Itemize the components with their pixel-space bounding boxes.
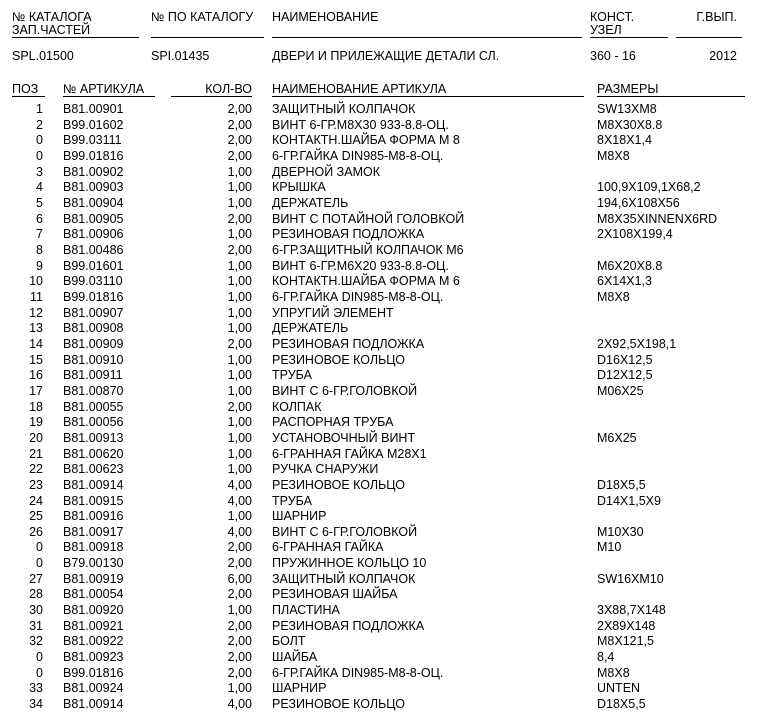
qty-cell: 1,00 <box>227 383 252 398</box>
part-name-cell: 6-ГРАННАЯ ГАЙКА M28X1 <box>272 446 427 461</box>
part-name-cell: РЕЗИНОВАЯ ШАЙБА <box>272 587 398 602</box>
part-name-cell: РЕЗИНОВАЯ ПОДЛОЖКА <box>272 336 425 351</box>
konst-label-line1: КОНСТ. <box>590 10 635 24</box>
part-name-cell: ПРУЖИННОЕ КОЛЬЦО 10 <box>272 556 427 571</box>
part-name-cell: ЗАЩИТНЫЙ КОЛПАЧОК <box>272 102 416 116</box>
poz-cell: 11 <box>30 289 43 304</box>
part-name-cell: ШАРНИР <box>272 681 327 696</box>
article-cell: B81.00918 <box>63 540 124 555</box>
qty-cell: 1,00 <box>227 352 252 367</box>
poz-cell: 10 <box>29 274 43 289</box>
poz-cell: 23 <box>29 477 43 492</box>
qty-cell: 2,00 <box>227 587 252 602</box>
table-row <box>0 212 757 228</box>
table-row <box>0 368 757 384</box>
qty-cell: 1,00 <box>227 462 252 477</box>
part-name-cell: ДВЕРНОЙ ЗАМОК <box>272 164 380 179</box>
col-rule-name <box>272 96 584 97</box>
table-row <box>0 619 757 635</box>
table-row <box>0 259 757 275</box>
article-cell: B81.00916 <box>63 509 124 524</box>
article-cell: B81.00914 <box>63 697 124 712</box>
qty-cell: 2,00 <box>227 211 252 226</box>
part-name-cell: ЗАЩИТНЫЙ КОЛПАЧОК <box>272 571 416 586</box>
poz-cell: 14 <box>29 336 43 351</box>
poz-cell: 8 <box>36 242 43 257</box>
qty-cell: 2,00 <box>227 665 252 680</box>
qty-cell: 1,00 <box>227 321 252 336</box>
poz-cell: 34 <box>29 697 43 712</box>
poz-cell: 25 <box>29 509 43 524</box>
poz-cell: 12 <box>29 305 43 320</box>
size-cell: UNTEN <box>597 681 641 696</box>
article-cell: B99.01816 <box>63 148 124 163</box>
part-name-cell: 6-ГР.ГАЙКА DIN985-M8-8-ОЦ. <box>272 148 444 163</box>
poz-cell: 33 <box>29 681 43 696</box>
table-row <box>0 400 757 416</box>
article-cell: B81.00920 <box>63 603 124 618</box>
catalog-no-label: № ПО КАТАЛОГУ <box>151 10 254 24</box>
part-name-cell: 6-ГРАННАЯ ГАЙКА <box>272 540 384 555</box>
assembly-name-value: ДВЕРИ И ПРИЛЕЖАЩИЕ ДЕТАЛИ СЛ. <box>272 49 500 63</box>
qty-cell: 2,00 <box>227 117 252 132</box>
poz-cell: 0 <box>36 556 43 571</box>
article-cell: B81.00903 <box>63 180 124 195</box>
article-cell: B81.00905 <box>63 211 124 226</box>
part-name-cell: ДЕРЖАТЕЛЬ <box>272 195 349 210</box>
size-cell: D18X5,5 <box>597 697 646 712</box>
size-cell: M06X25 <box>597 383 644 398</box>
size-cell: 100,9X109,1X68,2 <box>597 180 701 195</box>
part-name-cell: КОНТАКТН.ШАЙБА ФОРМА М 6 <box>272 274 460 289</box>
table-row <box>0 274 757 290</box>
table-row <box>0 509 757 525</box>
article-cell: B81.00907 <box>63 305 124 320</box>
part-name-cell: РУЧКА СНАРУЖИ <box>272 462 379 477</box>
article-cell: B81.00924 <box>63 681 124 696</box>
part-name-cell: ПЛАСТИНА <box>272 603 340 618</box>
poz-cell: 1 <box>36 102 43 116</box>
table-row <box>0 650 757 666</box>
table-row <box>0 180 757 196</box>
header-rule-konst <box>590 37 668 38</box>
catalog-no-value: SPI.01435 <box>151 49 210 63</box>
table-row <box>0 290 757 306</box>
table-row <box>0 478 757 494</box>
table-row <box>0 353 757 369</box>
table-row <box>0 118 757 134</box>
qty-cell: 6,00 <box>227 571 252 586</box>
size-cell: SW13XM8 <box>597 102 657 116</box>
table-row <box>0 321 757 337</box>
size-cell: M10X30 <box>597 524 644 539</box>
size-cell: M8X30X8.8 <box>597 117 663 132</box>
size-cell: D14X1,5X9 <box>597 493 661 508</box>
article-cell: B81.00870 <box>63 383 124 398</box>
qty-cell: 2,00 <box>227 634 252 649</box>
article-cell: B81.00054 <box>63 587 124 602</box>
size-cell: M8X8 <box>597 289 630 304</box>
poz-cell: 18 <box>29 399 43 414</box>
table-row <box>0 556 757 572</box>
poz-cell: 2 <box>36 117 43 132</box>
qty-cell: 2,00 <box>227 148 252 163</box>
qty-cell: 1,00 <box>227 227 252 242</box>
qty-cell: 1,00 <box>227 274 252 289</box>
qty-cell: 1,00 <box>227 430 252 445</box>
qty-cell: 1,00 <box>227 195 252 210</box>
table-row <box>0 587 757 603</box>
poz-cell: 22 <box>29 462 43 477</box>
part-name-cell: ВИНТ С 6-ГР.ГОЛОВКОЙ <box>272 524 418 539</box>
part-name-cell: УСТАНОВОЧНЫЙ ВИНТ <box>272 430 416 445</box>
size-cell: M6X25 <box>597 430 637 445</box>
qty-cell: 2,00 <box>227 540 252 555</box>
table-row <box>0 494 757 510</box>
part-name-cell: 6-ГР.ГАЙКА DIN985-M8-8-ОЦ. <box>272 289 444 304</box>
table-row <box>0 603 757 619</box>
qty-cell: 4,00 <box>227 493 252 508</box>
size-cell: M10 <box>597 540 622 555</box>
part-name-cell: ВИНТ 6-ГР.M8X30 933-8.8-ОЦ. <box>272 117 449 132</box>
part-name-cell: 6-ГР.ГАЙКА DIN985-M8-8-ОЦ. <box>272 665 444 680</box>
article-cell: B81.00910 <box>63 352 124 367</box>
article-cell: B81.00620 <box>63 446 124 461</box>
qty-cell: 1,00 <box>227 368 252 383</box>
article-cell: B99.03111 <box>63 133 122 148</box>
table-row <box>0 306 757 322</box>
poz-cell: 32 <box>29 634 43 649</box>
qty-cell: 2,00 <box>227 242 252 257</box>
col-name-header: НАИМЕНОВАНИЕ АРТИКУЛА <box>272 82 447 96</box>
qty-cell: 2,00 <box>227 556 252 571</box>
qty-cell: 1,00 <box>227 446 252 461</box>
poz-cell: 17 <box>29 383 43 398</box>
col-rule-poz <box>12 96 45 97</box>
table-row <box>0 243 757 259</box>
poz-cell: 27 <box>29 571 43 586</box>
catalog-label-line1: № КАТАЛОГА <box>12 10 92 24</box>
qty-cell: 2,00 <box>227 618 252 633</box>
qty-cell: 2,00 <box>227 650 252 665</box>
table-row <box>0 447 757 463</box>
part-name-cell: ТРУБА <box>272 368 312 383</box>
article-cell: B99.01601 <box>63 258 124 273</box>
col-article-header: № АРТИКУЛА <box>63 82 145 96</box>
part-name-cell: ШАЙБА <box>272 650 318 665</box>
article-cell: B81.00906 <box>63 227 124 242</box>
part-name-cell: ТРУБА <box>272 493 312 508</box>
poz-cell: 0 <box>36 133 43 148</box>
qty-cell: 4,00 <box>227 524 252 539</box>
poz-cell: 20 <box>29 430 43 445</box>
article-cell: B81.00904 <box>63 195 124 210</box>
article-cell: B99.01602 <box>63 117 124 132</box>
part-name-cell: КОЛПАК <box>272 399 322 414</box>
poz-cell: 15 <box>29 352 43 367</box>
catalog-label-line2: ЗАП.ЧАСТЕЙ <box>12 23 91 37</box>
size-cell: 8,4 <box>597 650 615 665</box>
part-name-cell: УПРУГИЙ ЭЛЕМЕНТ <box>272 305 394 320</box>
article-cell: B81.00901 <box>63 102 124 116</box>
article-cell: B81.00908 <box>63 321 124 336</box>
size-cell: 2X108X199,4 <box>597 227 673 242</box>
article-cell: B81.00919 <box>63 571 124 586</box>
part-name-cell: ДЕРЖАТЕЛЬ <box>272 321 349 336</box>
name-label: НАИМЕНОВАНИЕ <box>272 10 379 24</box>
poz-cell: 21 <box>29 446 43 461</box>
size-cell: D12X12,5 <box>597 368 653 383</box>
konst-value: 360 - 16 <box>590 49 636 63</box>
part-name-cell: РЕЗИНОВОЕ КОЛЬЦО <box>272 477 405 492</box>
poz-cell: 0 <box>36 540 43 555</box>
article-cell: B99.01816 <box>63 289 124 304</box>
qty-cell: 1,00 <box>227 509 252 524</box>
part-name-cell: ВИНТ 6-ГР.M6X20 933-8.8-ОЦ. <box>272 258 449 273</box>
size-cell: M8X35XINNENX6RD <box>597 211 718 226</box>
qty-cell: 1,00 <box>227 289 252 304</box>
table-row <box>0 227 757 243</box>
header-rule-year <box>676 37 742 38</box>
article-cell: B81.00923 <box>63 650 124 665</box>
table-row <box>0 415 757 431</box>
poz-cell: 28 <box>29 587 43 602</box>
article-cell: B81.00922 <box>63 634 124 649</box>
poz-cell: 6 <box>36 211 43 226</box>
qty-cell: 1,00 <box>227 603 252 618</box>
table-row <box>0 196 757 212</box>
article-cell: B81.00055 <box>63 399 124 414</box>
qty-cell: 4,00 <box>227 697 252 712</box>
article-cell: B81.00913 <box>63 430 124 445</box>
col-rule-article <box>63 96 155 97</box>
part-name-cell: 6-ГР.ЗАЩИТНЫЙ КОЛПАЧОК М6 <box>272 242 464 257</box>
qty-cell: 2,00 <box>227 102 252 116</box>
table-row <box>0 384 757 400</box>
table-row <box>0 540 757 556</box>
table-row <box>0 337 757 353</box>
part-name-cell: ШАРНИР <box>272 509 327 524</box>
poz-cell: 16 <box>29 368 43 383</box>
poz-cell: 31 <box>29 618 43 633</box>
table-row <box>0 431 757 447</box>
qty-cell: 1,00 <box>227 180 252 195</box>
konst-label-line2: УЗЕЛ <box>590 23 622 37</box>
qty-cell: 1,00 <box>227 681 252 696</box>
col-rule-size <box>597 96 745 97</box>
size-cell: D16X12,5 <box>597 352 653 367</box>
size-cell: M8X8 <box>597 665 630 680</box>
table-row <box>0 462 757 478</box>
table-row <box>0 681 757 697</box>
article-cell: B81.00921 <box>63 618 124 633</box>
table-row <box>0 525 757 541</box>
table-row <box>0 149 757 165</box>
poz-cell: 26 <box>29 524 43 539</box>
size-cell: D18X5,5 <box>597 477 646 492</box>
size-cell: 8X18X1,4 <box>597 133 652 148</box>
header-rule-name <box>272 37 582 38</box>
size-cell: 6X14X1,3 <box>597 274 652 289</box>
part-name-cell: БОЛТ <box>272 634 306 649</box>
part-name-cell: РЕЗИНОВОЕ КОЛЬЦО <box>272 352 405 367</box>
size-cell: 2X92,5X198,1 <box>597 336 677 351</box>
part-name-cell: РАСПОРНАЯ ТРУБА <box>272 415 394 430</box>
article-cell: B79.00130 <box>63 556 124 571</box>
article-cell: B99.01816 <box>63 665 124 680</box>
article-cell: B81.00902 <box>63 164 124 179</box>
part-name-cell: РЕЗИНОВОЕ КОЛЬЦО <box>272 697 405 712</box>
col-qty-header: КОЛ-ВО <box>205 82 252 96</box>
qty-cell: 1,00 <box>227 415 252 430</box>
article-cell: B81.00914 <box>63 477 124 492</box>
poz-cell: 4 <box>36 180 43 195</box>
header-rule-catalog-no <box>151 37 264 38</box>
table-row <box>0 165 757 181</box>
poz-cell: 7 <box>36 227 43 242</box>
size-cell: 3X88,7X148 <box>597 603 666 618</box>
catalog-value: SPL.01500 <box>12 49 74 63</box>
year-label: Г.ВЫП. <box>696 10 737 24</box>
table-row <box>0 572 757 588</box>
article-cell: B81.00056 <box>63 415 124 430</box>
poz-cell: 5 <box>36 195 43 210</box>
part-name-cell: ВИНТ С 6-ГР.ГОЛОВКОЙ <box>272 383 418 398</box>
qty-cell: 1,00 <box>227 164 252 179</box>
poz-cell: 0 <box>36 665 43 680</box>
article-cell: B81.00909 <box>63 336 124 351</box>
size-cell: SW16XM10 <box>597 571 664 586</box>
poz-cell: 24 <box>29 493 43 508</box>
size-cell: M8X121,5 <box>597 634 654 649</box>
header-rule-catalog <box>12 37 139 38</box>
poz-cell: 3 <box>36 164 43 179</box>
col-size-header: РАЗМЕРЫ <box>597 82 659 96</box>
qty-cell: 4,00 <box>227 477 252 492</box>
table-row <box>0 666 757 682</box>
table-row <box>0 102 757 118</box>
qty-cell: 1,00 <box>227 258 252 273</box>
table-row <box>0 634 757 650</box>
part-name-cell: РЕЗИНОВАЯ ПОДЛОЖКА <box>272 227 425 242</box>
col-rule-qty <box>171 96 252 97</box>
article-cell: B81.00915 <box>63 493 124 508</box>
poz-cell: 0 <box>36 148 43 163</box>
qty-cell: 2,00 <box>227 399 252 414</box>
size-cell: M6X20X8.8 <box>597 258 663 273</box>
size-cell: M8X8 <box>597 148 630 163</box>
article-cell: B81.00486 <box>63 242 124 257</box>
part-name-cell: РЕЗИНОВАЯ ПОДЛОЖКА <box>272 618 425 633</box>
table-row <box>0 697 757 713</box>
article-cell: B81.00917 <box>63 524 124 539</box>
article-cell: B81.00911 <box>63 368 123 383</box>
poz-cell: 0 <box>36 650 43 665</box>
article-cell: B99.03110 <box>63 274 123 289</box>
qty-cell: 2,00 <box>227 133 252 148</box>
qty-cell: 1,00 <box>227 305 252 320</box>
size-cell: 2X89X148 <box>597 618 656 633</box>
poz-cell: 9 <box>36 258 43 273</box>
part-name-cell: ВИНТ С ПОТАЙНОЙ ГОЛОВКОЙ <box>272 211 465 226</box>
poz-cell: 30 <box>29 603 43 618</box>
table-row <box>0 133 757 149</box>
article-cell: B81.00623 <box>63 462 124 477</box>
part-name-cell: КОНТАКТН.ШАЙБА ФОРМА М 8 <box>272 133 460 148</box>
poz-cell: 13 <box>29 321 43 336</box>
qty-cell: 2,00 <box>227 336 252 351</box>
size-cell: 194,6X108X56 <box>597 195 680 210</box>
col-poz-header: ПОЗ <box>12 82 39 96</box>
year-value: 2012 <box>709 49 737 63</box>
part-name-cell: КРЫШКА <box>272 180 326 195</box>
poz-cell: 19 <box>29 415 43 430</box>
